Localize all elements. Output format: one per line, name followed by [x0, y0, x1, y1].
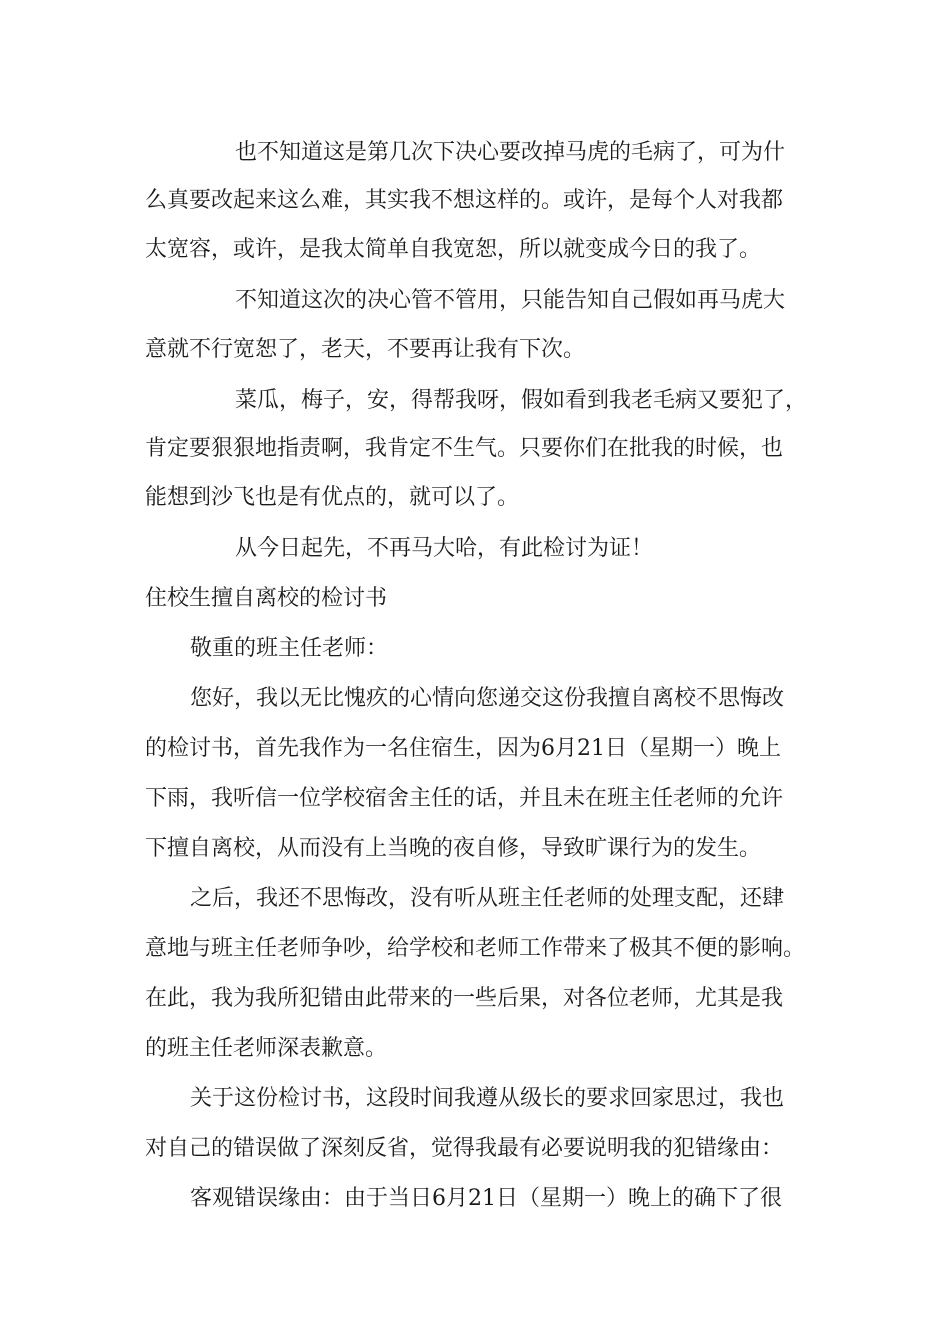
- text-line: 下擅自离校，从而没有上当晚的夜自修，导致旷课行为的发生。: [145, 836, 762, 861]
- text-line: 意地与班主任老师争吵，给学校和老师工作带来了极其不便的影响。: [145, 936, 806, 961]
- text-line: 也不知道这是第几次下决心要改掉马虎的毛病了，可为什: [235, 140, 786, 165]
- text-line: 在此，我为我所犯错由此带来的一些后果，对各位老师，尤其是我: [145, 986, 784, 1011]
- text-line: 从今日起先，不再马大哈，有此检讨为证！: [235, 536, 654, 561]
- text-line: 肯定要狠狠地指责啊，我肯定不生气。只要你们在批我的时候，也: [145, 436, 784, 461]
- text-line: 意就不行宽恕了，老天，不要再让我有下次。: [145, 337, 586, 362]
- text-line: 菜瓜，梅子，安，得帮我呀，假如看到我老毛病又要犯了，: [235, 388, 808, 413]
- text-line: 的检讨书，首先我作为一名住宿生，因为6月21日（星期一）晚上: [145, 736, 781, 761]
- text-line: 的班主任老师深表歉意。: [145, 1036, 388, 1061]
- text-line: 下雨，我听信一位学校宿舍主任的话，并且未在班主任老师的允许: [145, 786, 784, 811]
- text-line: 关于这份检讨书，这段时间我遵从级长的要求回家思过，我也: [190, 1086, 785, 1111]
- text-line: 您好，我以无比愧疚的心情向您递交这份我擅自离校不思悔改: [190, 686, 785, 711]
- text-line: 之后，我还不思悔改，没有听从班主任老师的处理支配，还肆: [190, 886, 785, 911]
- text-line: 客观错误缘由：由于当日6月21日（星期一）晚上的确下了很: [190, 1186, 782, 1211]
- text-line: 么真要改起来这么难，其实我不想这样的。或许，是每个人对我都: [145, 188, 784, 213]
- section-heading: 住校生擅自离校的检讨书: [145, 586, 388, 611]
- text-line: 能想到沙飞也是有优点的，就可以了。: [145, 485, 520, 510]
- text-line: 不知道这次的决心管不管用，只能告知自己假如再马虎大: [235, 288, 786, 313]
- text-line: 太宽容，或许，是我太简单自我宽恕，所以就变成今日的我了。: [145, 237, 762, 262]
- text-line: 对自己的错误做了深刻反省，觉得我最有必要说明我的犯错缘由：: [145, 1136, 784, 1161]
- salutation: 敬重的班主任老师：: [190, 636, 389, 661]
